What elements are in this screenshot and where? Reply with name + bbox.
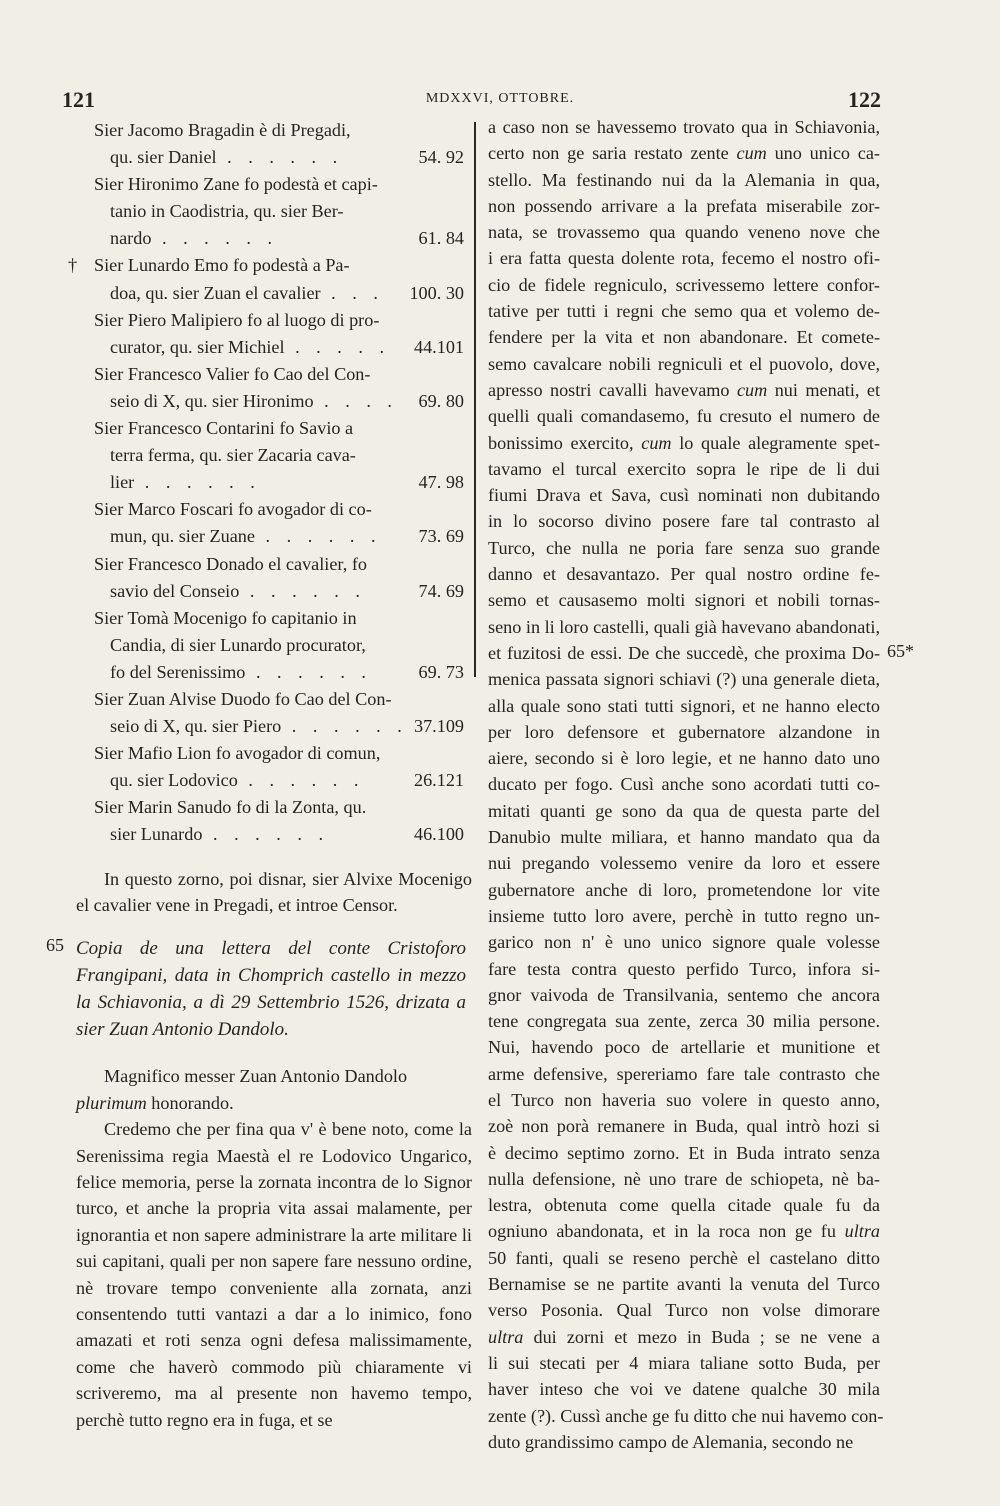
text-line	[488, 170, 880, 196]
text-segment: i era fatta questa dolente rota, fecemo el nostro ofi-	[488, 248, 880, 269]
leader-dots: . . . . . .	[254, 526, 382, 547]
vote-entry-text: qu. sier Daniel	[110, 147, 217, 168]
vote-entry-line	[76, 740, 472, 767]
text-line	[488, 669, 880, 695]
letter-body-right	[488, 117, 884, 1458]
vote-entry-line	[76, 388, 472, 415]
text-segment: è decimo septimo zorno. Et in Buda intrato senza	[488, 1142, 880, 1163]
vote-entry-line	[76, 767, 472, 794]
vote-entry-text: Sier Francesco Donado el cavalier, fo	[94, 553, 367, 574]
leader-dots: . . . . .	[284, 336, 390, 357]
leader-dots: . . . . . .	[134, 472, 261, 493]
text-segment: in lo socorso divino posere fare tal contrasto al	[488, 511, 880, 532]
text-line	[488, 511, 880, 537]
vote-entry	[76, 496, 472, 550]
vote-count: 44.101	[413, 336, 464, 357]
italic-word: cum	[736, 143, 767, 164]
vote-entry-line	[76, 198, 472, 225]
text-line	[488, 564, 880, 590]
vote-count: 69. 80	[418, 390, 464, 411]
text-segment: Nui, havendo poco de artellarie et munitione et	[488, 1037, 880, 1058]
text-segment: duto grandissimo campo de Alemania, secondo ne	[488, 1431, 854, 1452]
vote-entry-line	[76, 523, 472, 550]
text-line	[488, 1327, 880, 1353]
text-segment: lo quale alegramente spet-	[671, 432, 880, 453]
vote-entry	[76, 171, 472, 252]
text-segment: tene congregata sua zente, zerca 30 milia persone.	[488, 1011, 880, 1032]
vote-entry-text: Sier Marin Sanudo fo di la Zonta, qu.	[94, 797, 367, 818]
text-segment: certo non ge saria restato zente	[488, 143, 737, 164]
salutation-italic: plurimum	[76, 1092, 147, 1113]
text-segment: cio de fidele regniculo, scrivessemo lettere confor-	[488, 274, 880, 295]
vote-entry-text: curator, qu. sier Michiel	[110, 336, 285, 357]
vote-entry-line	[76, 361, 472, 388]
text-line	[488, 406, 880, 432]
vote-entry-text: Sier Francesco Contarini fo Savio a	[94, 418, 354, 439]
text-line	[488, 722, 880, 748]
vote-entry-text: Sier Jacomo Bragadin è di Pregadi,	[94, 120, 351, 140]
vote-entry-text: fo del Serenissimo	[110, 661, 246, 682]
text-line	[488, 696, 880, 722]
text-segment: per loro defensore et gubernatore alzandone in	[488, 721, 880, 742]
vote-entry	[76, 361, 472, 415]
vote-entry-text: Sier Tomà Mocenigo fo capitanio in	[94, 607, 357, 628]
text-line	[488, 354, 880, 380]
text-line	[488, 932, 880, 958]
page-number-left: 121	[62, 87, 95, 112]
text-line	[488, 380, 880, 406]
text-line	[488, 1143, 880, 1169]
text-segment: gnor vaivoda de Transilvania, sentemo che ancora	[488, 984, 880, 1005]
text-segment: menica passata signori schiavi (?) una generale dieta,	[488, 669, 880, 690]
text-segment: gubernatore anche di loro, prometendone lor vite	[488, 879, 880, 900]
running-title: MDXXVI, OTTOBRE.	[425, 91, 575, 106]
text-segment: stello. Ma festinando nui da la Alemania in qua,	[488, 169, 880, 190]
text-segment: tavamo el turcal exercito sopra le ripe de li dui	[488, 458, 880, 479]
vote-entry-text: lier	[110, 472, 135, 493]
text-segment: bonissimo exercito,	[488, 432, 642, 453]
text-line	[488, 959, 880, 985]
vote-entry-line	[76, 415, 472, 442]
text-segment: ogniuno abandonata, et in la roca non ge fu	[488, 1221, 845, 1242]
text-line	[488, 1248, 880, 1274]
text-line	[488, 143, 880, 169]
text-line	[488, 1169, 880, 1195]
vote-entry-text: tanio in Caodistria, qu. sier Ber-	[110, 201, 344, 222]
vote-count: 74. 69	[418, 580, 464, 601]
text-segment: el Turco non haveria suo volere in questo anno,	[488, 1089, 880, 1110]
vote-entry-line	[76, 469, 472, 496]
text-segment: ducato per fogo. Cusì anche sono acordati tutti co-	[488, 774, 880, 795]
vote-entry-line	[76, 578, 472, 605]
text-line	[488, 1090, 880, 1116]
text-segment: insieme tutto loro avere, perchè in tutto regno un-	[488, 905, 880, 926]
vote-entry-line	[76, 117, 472, 144]
text-line	[488, 1353, 880, 1379]
margin-number-right: 65*	[887, 641, 914, 661]
text-line	[488, 196, 880, 222]
text-line	[488, 275, 880, 301]
text-line	[488, 880, 880, 906]
text-line	[488, 485, 880, 511]
left-column	[46, 117, 472, 1433]
vote-entry-text: Sier Mafio Lion fo avogador di comun,	[94, 743, 381, 764]
vote-entry-text: Sier Zuan Alvise Duodo fo Cao del Con-	[94, 688, 392, 709]
text-segment: verso Posonia. Qual Turco non volse dimorare	[488, 1300, 880, 1321]
text-segment: nui menati, et	[767, 379, 880, 400]
text-line	[488, 643, 880, 669]
text-segment: Bernamise se ne partite avanti la venuta del Turco	[488, 1274, 880, 1295]
text-line	[488, 774, 880, 800]
vote-count: 37.109	[413, 716, 464, 737]
text-segment: fare testa contra questo perfido Turco, infora si-	[488, 958, 880, 979]
vote-entry-line	[76, 686, 472, 713]
vote-entry-line	[76, 171, 472, 198]
text-line	[488, 906, 880, 932]
text-line	[488, 327, 880, 353]
vote-entry	[76, 117, 472, 171]
salutation-rest: honorando.	[146, 1092, 234, 1113]
text-segment: lestra, obtenuta come quella citade quale fu da	[488, 1195, 880, 1216]
vote-count: 26.121	[413, 770, 464, 791]
vote-entry-line	[76, 144, 472, 171]
vote-entry-text: Sier Lunardo Emo fo podestà a Pa-	[94, 255, 350, 276]
leader-dots: . . . .	[313, 390, 398, 411]
vote-count: 46.100	[413, 824, 464, 845]
vote-entry-text: Sier Francesco Valier fo Cao del Con-	[94, 363, 371, 384]
text-segment: non possendo arrivare a la prefata miserabile zor-	[488, 195, 880, 216]
text-line	[488, 1379, 880, 1405]
salutation-line-2	[76, 1090, 472, 1116]
text-segment: alla quale sono stati tutti signori, et ne hanno electo	[488, 695, 880, 716]
text-segment: et fuzitosi de essi. De che succedè, che proxima Do-	[488, 642, 880, 663]
vote-entry-text: savio del Conseio	[110, 580, 240, 601]
text-line	[488, 538, 880, 564]
right-column	[488, 117, 884, 1458]
text-line	[488, 853, 880, 879]
text-segment: aiere, secondo si è loro legie, et ne hanno dato uno	[488, 748, 880, 769]
text-segment: Danubio multe miliara, et hanno mandato qua da	[488, 827, 880, 848]
vote-entry-line	[76, 632, 472, 659]
vote-entry-line	[76, 551, 472, 578]
leader-dots: . . . . . .	[202, 824, 329, 845]
vote-count: 69. 73	[418, 661, 464, 682]
italic-word: cum	[736, 379, 768, 400]
text-segment: tative per tutti i regni che semo qua et volemo de-	[488, 301, 880, 322]
vote-list	[68, 117, 472, 849]
text-segment: garico non n' è uno unico signore quale volesse	[488, 932, 880, 953]
text-line	[488, 985, 880, 1011]
text-line	[488, 1064, 880, 1090]
text-segment: nulla defensione, nè uno trare de schiopeta, nè ba-	[488, 1168, 880, 1189]
text-segment: zoè non porà remanere in Buda, qual intrò hozi si	[488, 1116, 880, 1137]
vote-entry-text: seio di X, qu. sier Piero	[110, 716, 282, 737]
vote-entry-line	[76, 442, 472, 469]
text-line	[488, 590, 880, 616]
text-segment: uno unico ca-	[766, 143, 880, 164]
column-rule	[474, 122, 476, 677]
leader-dots: . . . . . .	[281, 716, 408, 737]
letter-title-block	[46, 935, 472, 1043]
vote-entry-text: seio di X, qu. sier Hironimo	[110, 390, 314, 411]
vote-entry-line	[76, 307, 472, 334]
vote-entry-text: nardo	[110, 228, 152, 249]
paragraph-censor: In questo zorno, poi disnar, sier Alvixe Mocenigo el cavalier vene in Pregadi, et introe Censor.	[76, 868, 472, 915]
vote-entry	[68, 252, 472, 306]
text-segment: seno in li loro castelli, quali già havevano abandonati,	[488, 616, 880, 637]
text-line	[488, 617, 880, 643]
vote-entry-line	[76, 605, 472, 632]
text-segment: semo cavalcare nobili regniculi et el puovolo, dove,	[488, 353, 880, 374]
vote-entry-text: doa, qu. sier Zuan el cavalier	[110, 282, 321, 303]
vote-count: 61. 84	[418, 228, 464, 249]
leader-dots: . . . . . .	[216, 147, 344, 168]
vote-entry	[76, 551, 472, 605]
vote-entry	[76, 605, 472, 686]
vote-count: 73. 69	[418, 526, 464, 547]
vote-entry	[76, 415, 472, 496]
text-segment: arme defensive, spereriamo fare tale contrasto che	[488, 1063, 880, 1084]
vote-entry-line	[68, 252, 472, 279]
text-line	[488, 1116, 880, 1142]
vote-count: 47. 98	[418, 472, 464, 493]
vote-entry-text: qu. sier Lodovico	[110, 770, 238, 791]
vote-entry-line	[76, 334, 472, 361]
leader-dots: . . . . . .	[237, 770, 365, 791]
text-segment: fiumi Drava et Sava, cusì nominati non dubitando	[488, 485, 880, 506]
vote-entry	[76, 794, 472, 848]
vote-entry-line	[76, 225, 472, 252]
vote-entry-line	[76, 496, 472, 523]
italic-word: ultra	[844, 1221, 880, 1242]
text-segment: nata, se trovassemo qua quando veneno nove che	[488, 222, 880, 243]
text-segment: dui zorni et mezo in Buda ; se ne vene a	[523, 1326, 880, 1347]
vote-entry-text: terra ferma, qu. sier Zacaria cava-	[110, 445, 356, 466]
text-segment: fendere per la vita et non abandonare. Et comete-	[488, 327, 880, 348]
page-number-right: 122	[848, 87, 881, 112]
vote-entry-text: Sier Hironimo Zane fo podestà et capi-	[94, 174, 378, 195]
vote-count: 100. 30	[409, 282, 464, 303]
vote-entry-line	[76, 659, 472, 686]
text-segment: apresso nostri cavalli havevamo	[488, 379, 737, 400]
text-line	[488, 1011, 880, 1037]
vote-entry	[76, 307, 472, 361]
vote-entry-line	[76, 821, 472, 848]
vote-entry	[76, 686, 472, 740]
vote-count: 54. 92	[418, 147, 464, 168]
text-segment: nui pregando volessemo venire da loro et essere	[488, 853, 880, 874]
vote-entry-line	[76, 713, 472, 740]
text-line	[488, 801, 880, 827]
margin-number-left: 65	[46, 935, 64, 956]
vote-entry-text: sier Lunardo	[110, 824, 203, 845]
dagger-mark: †	[68, 255, 78, 276]
vote-entry-text: mun, qu. sier Zuane	[110, 526, 255, 547]
text-line	[488, 433, 880, 459]
text-segment: danno et desavantazo. Per qual nostro ordine fe-	[488, 564, 880, 585]
italic-word: ultra	[488, 1326, 524, 1347]
vote-entry-text: Candia, di sier Lunardo procurator,	[110, 634, 366, 655]
text-segment: a caso non se havessemo trovato qua in Schiavonia,	[488, 117, 880, 137]
leader-dots: . . . . . .	[151, 228, 278, 249]
text-segment: quelli quali comandasemo, fu cresuto el numero de	[488, 406, 880, 427]
text-segment: zente (?). Cussì anche ge fu ditto che nui havemo con-	[488, 1405, 884, 1426]
letter-title: Copia de una lettera del conte Cristoforo Frangipani, data in Chomprich castello in mezzo la Schiavonia, a dì 29 Settembrio 1526, drizata a sier Zuan Antonio Dandolo.	[76, 938, 466, 1041]
text-line	[488, 1274, 880, 1300]
vote-entry-line	[76, 280, 472, 307]
text-segment: li sui stecati per 4 miara taliane sotto Buda, per	[488, 1352, 880, 1373]
vote-entry-text: Sier Marco Foscari fo avogador di co-	[94, 499, 372, 520]
text-line	[488, 1405, 884, 1432]
vote-entry	[76, 740, 472, 794]
text-segment: mitati quanti ge sono da qua de questa parte del	[488, 800, 880, 821]
text-line	[488, 222, 880, 248]
text-segment: semo et causasemo molti signori et nobili tornas-	[488, 590, 880, 611]
text-line	[488, 117, 880, 143]
text-line	[488, 1300, 880, 1326]
text-line	[488, 1037, 880, 1063]
text-segment: Turco, che nulla ne poria fare senza suo grande	[488, 537, 880, 558]
text-line	[488, 459, 880, 485]
text-line	[488, 1432, 880, 1458]
vote-entry-text: Sier Piero Malipiero fo al luogo di pro-	[94, 309, 380, 330]
text-segment: haver inteso che voi ve datene qualche 30 mila	[488, 1379, 880, 1400]
text-line	[488, 301, 880, 327]
text-line	[488, 748, 880, 774]
text-line	[488, 827, 880, 853]
salutation-line-1: Magnifico messer Zuan Antonio Dandolo	[104, 1066, 408, 1087]
vote-entry-line	[76, 794, 472, 821]
text-line	[488, 248, 880, 274]
leader-dots: . . . . . .	[239, 580, 366, 601]
leader-dots: . . .	[320, 282, 384, 303]
letter-body-left: Credemo che per fina qua v' è bene noto, come la Serenissima regia Maestà el re Lodovico Ungarico, felice memoria, perse la zornata incontra de lo Signor turco, et anche la propria vita assai malamente, per ignorantia et non sapere administrare la arte militare li sui capitani, quali per non sapere fare nessuno ordine, nè trovare tempo conveniente alla zornata, anzi consentendo tutti vantazi a dar a lo inimico, fono amazati et roti senza ogni defesa malissimamente, come che haverò commodo più chiaramente vi scriveremo, ma al presente non havemo tempo, perchè tutto regno era in fuga, et se	[76, 1119, 472, 1430]
text-line	[488, 1221, 880, 1247]
text-segment: 50 fanti, quali se reseno perchè el castelano ditto	[488, 1247, 880, 1268]
text-line	[488, 1195, 880, 1221]
leader-dots: . . . . . .	[245, 661, 372, 682]
italic-word: cum	[641, 432, 672, 453]
